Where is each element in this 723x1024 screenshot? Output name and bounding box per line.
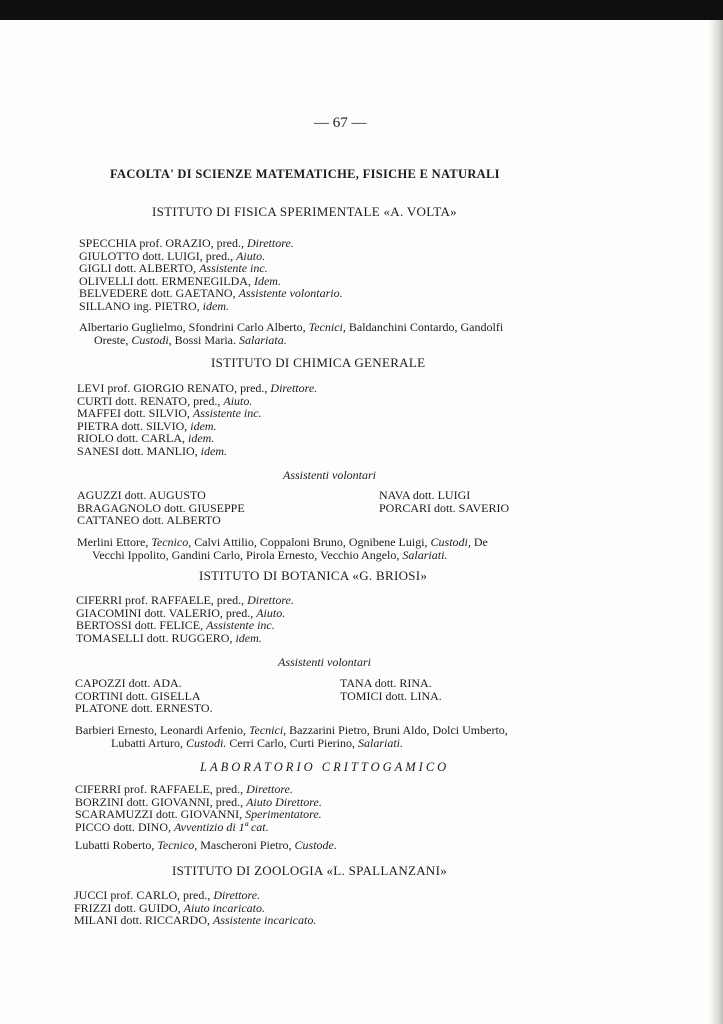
staff-entry: SANESI dott. MANLIO, idem. [77, 443, 227, 458]
crittogamico-other-staff: Lubatti Roberto, Tecnico, Mascheroni Pietro, Custode. [75, 838, 337, 852]
chimica-title: ISTITUTO DI CHIMICA GENERALE [211, 355, 426, 370]
chimica-staff-list [77, 382, 317, 458]
volunteer-entry: CORTINI dott. GISELLA [75, 688, 201, 703]
chimica-volunteers-left [77, 489, 245, 527]
crittogamico-staff-list [75, 783, 322, 833]
volunteer-entry: CATTANEO dott. ALBERTO [77, 513, 221, 528]
chimica-volunteers-heading: Assistenti volontari [283, 468, 376, 482]
staff-entry: LEVI prof. GIORGIO RENATO, pred., Direttore. [77, 381, 318, 395]
staff-entry: SCARAMUZZI dott. GIOVANNI, Sperimentatore. [75, 807, 322, 822]
staff-entry: MAFFEI dott. SILVIO, Assistente inc. [77, 406, 262, 421]
staff-entry: SPECCHIA prof. ORAZIO, pred., Direttore. [79, 236, 294, 250]
botanica-volunteers-heading: Assistenti volontari [278, 655, 371, 669]
botanica-staff-list [76, 594, 294, 644]
staff-entry: BERTOSSI dott. FELICE, Assistente inc. [76, 618, 275, 633]
chimica-other-staff: Merlini Ettore, Tecnico, Calvi Attilio, Coppaloni Bruno, Ognibene Luigi, Custodi, De Vecchi Ippolito, Gandini Carlo, Pirola Ernesto, Vecchio Angelo, Salariati. [77, 535, 488, 562]
chimica-volunteers-right [379, 489, 509, 514]
botanica-other-staff: Barbieri Ernesto, Leonardi Arfenio, Tecnici, Bazzarini Pietro, Bruni Aldo, Dolci Umberto, Lubatti Arturo, Custodi. Cerri Carlo, Curti Pierino, Salariati. [75, 723, 508, 750]
staff-entry: BELVEDERE dott. GAETANO, Assistente volontario. [79, 286, 343, 301]
staff-entry: JUCCI prof. CARLO, pred., Direttore. [74, 888, 261, 902]
botanica-volunteers-right [340, 677, 442, 702]
zoologia-title: ISTITUTO DI ZOOLOGIA «L. SPALLANZANI» [172, 863, 448, 878]
volunteer-entry: NAVA dott. LUIGI [379, 488, 471, 502]
staff-entry: GIACOMINI dott. VALERIO, pred., Aiuto. [76, 605, 286, 620]
fisica-title: ISTITUTO DI FISICA SPERIMENTALE «A. VOLTA» [152, 204, 457, 219]
volunteer-entry: AGUZZI dott. AUGUSTO [77, 488, 206, 502]
fisica-staff-list [79, 237, 343, 313]
zoologia-staff-list [74, 889, 316, 927]
botanica-volunteers-left [75, 677, 213, 715]
volunteer-entry: PLATONE dott. ERNESTO. [75, 701, 213, 716]
staff-entry: FRIZZI dott. GUIDO, Aiuto incaricato. [74, 900, 265, 915]
staff-entry: OLIVELLI dott. ERMENEGILDA, Idem. [79, 273, 281, 288]
volunteer-entry: PORCARI dott. SAVERIO [379, 500, 510, 515]
page-number: — 67 — [314, 115, 367, 131]
volunteer-entry: BRAGAGNOLO dott. GIUSEPPE [77, 500, 245, 515]
volunteer-entry: TOMICI dott. LINA. [340, 688, 442, 703]
staff-entry: BORZINI dott. GIOVANNI, pred., Aiuto Direttore. [75, 794, 322, 809]
staff-entry: CURTI dott. RENATO, pred., Aiuto. [77, 393, 253, 408]
faculty-title: FACOLTA' DI SCIENZE MATEMATICHE, FISICHE E NATURALI [110, 167, 500, 181]
staff-entry: TOMASELLI dott. RUGGERO, idem. [76, 630, 262, 645]
volunteer-entry: TANA dott. RINA. [340, 676, 432, 690]
staff-entry: GIULOTTO dott. LUIGI, pred., Aiuto. [79, 248, 266, 263]
staff-entry: CIFERRI prof. RAFFAELE, pred., Direttore. [75, 782, 293, 796]
staff-entry: MILANI dott. RICCARDO, Assistente incaricato. [74, 913, 317, 928]
botanica-title: ISTITUTO DI BOTANICA «G. BRIOSI» [199, 568, 428, 583]
staff-entry: SILLANO ing. PIETRO, idem. [79, 298, 229, 313]
fisica-other-staff: Albertario Guglielmo, Sfondrini Carlo Alberto, Tecnici, Baldanchini Contardo, Gandolfi Oreste, Custodi, Bossi Maria. Salariata. [79, 320, 504, 347]
staff-entry: PIETRA dott. SILVIO, idem. [77, 418, 217, 433]
staff-entry: GIGLI dott. ALBERTO, Assistente inc. [79, 261, 268, 276]
volunteer-entry: CAPOZZI dott. ADA. [75, 676, 182, 690]
staff-entry: PICCO dott. DINO, Avventizio di 1ª cat. [75, 819, 269, 834]
staff-entry: RIOLO dott. CARLA, idem. [77, 431, 215, 446]
staff-entry: CIFERRI prof. RAFFAELE, pred., Direttore. [76, 593, 294, 607]
crittogamico-title: LABORATORIO CRITTOGAMICO [200, 760, 450, 774]
